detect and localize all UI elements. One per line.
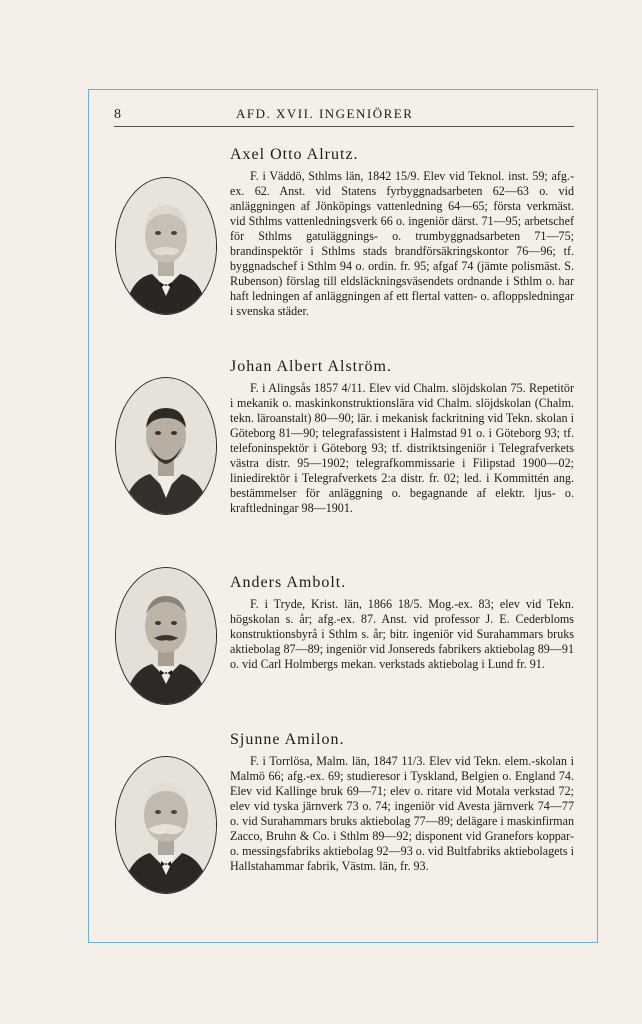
biography-text: F. i Väddö, Sthlms län, 1842 15/9. Elev vid Teknol. inst. 59; afg.-ex. 62. Anst. vid Statens fyrbyggnadsarbeten 62—63 o. vid anläggningen af Jönköpings vattenledning 64—65; första verkmäst. vid Sthlms vattenledningsverk 66 o. ingeniör därst. 71—95; arbetschef för Sthlms gatuläggnings- o. trumbyggnadsarbeten 71—75; brandinspektör i Sthlms stads brandförsäkringskontor 76—96; tf. byggnadschef i Sthlm 94 o. ordin. fr. 95; afgaf 74 (jämte polismäst. S. Rubenson) förslag till eldsläckningsväsendets ordnande i Sthlm o. har haft ledningen af anläggningen af ett flertal vatten- o. afloppsledningar i svenska städer. — [230, 169, 574, 318]
section-title: AFD. XVII. INGENIÖRER — [236, 106, 414, 121]
person-name: Axel Otto Alrutz. — [230, 146, 359, 163]
biography-text: F. i Alingsås 1857 4/11. Elev vid Chalm. slöjdskolan 75. Repetitör i mekanik o. maskinkonstruktionslära vid Chalm. slöjdskolan (Chalm. tekn. läroanstalt) 80—90; lär. i mekanisk fackritning vid Tekn. skolan i Göteborg 81—90; telegrafassistent i Halmstad 91 o. i Göteborg 93; tf. telefoninspektör i Göteborg 93; tf. distriktsingeniör i Telegrafverkets västra distr. 95—1902; telegrafkommissarie i Filipstad 1900—02; liniedirektör i Telegrafverkets 2:a distr. fr. 02; led. i Kommittén ang. bestämmelser för anläggning o. begagnande af elektr. ljus- o. kraftledningar 98—1901. — [230, 381, 574, 515]
running-header — [114, 106, 574, 127]
page-number: 8 — [114, 107, 121, 122]
person-name: Sjunne Amilon. — [230, 731, 345, 748]
person-name: Anders Ambolt. — [230, 574, 347, 591]
portrait-photo — [116, 178, 216, 314]
biography-text: F. i Tryde, Krist. län, 1866 18/5. Mog.-ex. 83; elev vid Tekn. högskolan s. år; afg.-ex. 87. Anst. vid professor J. E. Cederbloms konstruktionsbyrå i Sthlm s. år; bitr. ingeniör vid Surahammars bruks aktiebolag 87—89; ingeniör vid Jonsereds fabrikers aktiebolag 89—91 o. vid Carl Holmbergs mekan. verkstads aktiebolag i Lund fr. 91. — [230, 597, 574, 671]
portrait-photo — [116, 568, 216, 704]
portrait-photo — [116, 757, 216, 893]
biography-text: F. i Torrlösa, Malm. län, 1847 11/3. Elev vid Tekn. elem.-skolan i Malmö 66; afg.-ex. 69; studieresor i Tyskland, Belgien o. England 74. Elev vid Kallinge bruk 69—71; elev o. ritare vid Motala verkstad 72; elev vid tyska järnverk 73 o. 74; ingeniör vid Avesta järnverk 74—77 o. vid Surahammars bruks aktiebolag 77—89; delägare i maskinfirman Zacco, Bruhn & Co. i Sthlm 89—92; disponent vid Granefors koppar- o. messingsfabriks aktiebolag 92—93 o. vid Bultfabriks aktiebolagets i Hallstahammar fabrik, Västm. län, fr. 93. — [230, 754, 574, 873]
person-name: Johan Albert Alström. — [230, 358, 392, 375]
portrait-photo — [116, 378, 216, 514]
